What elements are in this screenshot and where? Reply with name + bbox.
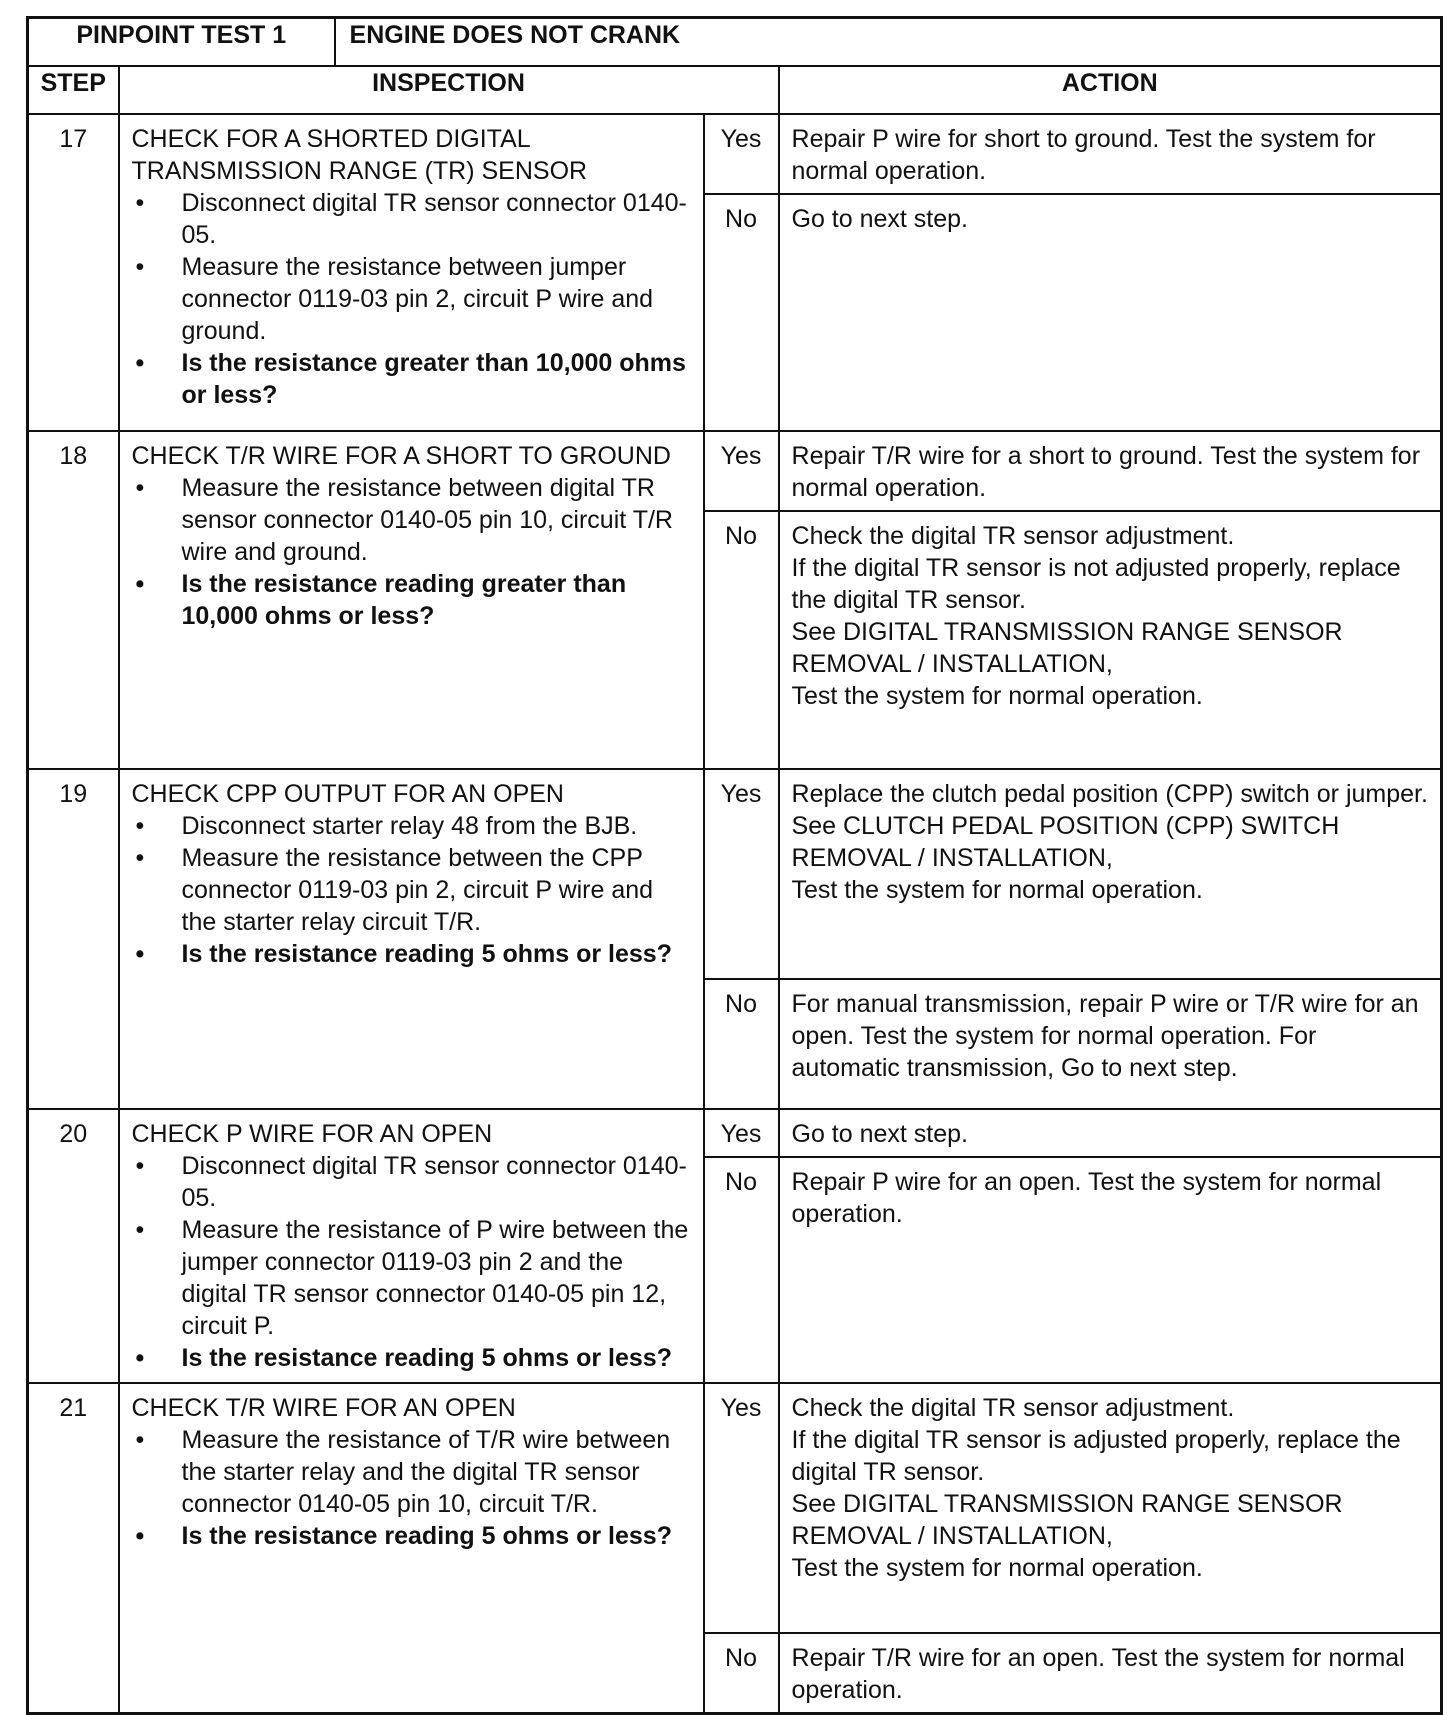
action-text: Repair T/R wire for a short to ground. Test the system for normal operation. <box>791 442 1421 502</box>
yes-label: Yes <box>704 1383 779 1633</box>
step-number: 21 <box>28 1383 119 1714</box>
action-text: For manual transmission, repair P wire or T/R wire for an open. Test the system for normal operation. For automatic transmission, Go to next step. <box>791 990 1419 1082</box>
action-text: If the digital TR sensor is not adjusted properly, replace the digital TR sensor. <box>791 554 1401 614</box>
action-text: See DIGITAL TRANSMISSION RANGE SENSOR REMOVAL / INSTALLATION, <box>791 618 1343 678</box>
no-label: No <box>704 979 779 1109</box>
inspection-question: • Is the resistance reading 5 ohms or less? <box>132 1342 693 1374</box>
step-column-header: STEP <box>28 66 119 114</box>
inspection-bullet: • Disconnect digital TR sensor connector 0140-05. <box>132 187 693 251</box>
yes-label: Yes <box>704 114 779 194</box>
inspection-column-header: INSPECTION <box>119 66 779 114</box>
inspection-bullet: • Measure the resistance between the CPP connector 0119-03 pin 2, circuit P wire and the starter relay circuit T/R. <box>132 842 693 938</box>
inspection-cell <box>119 1109 704 1383</box>
action-text: Repair P wire for short to ground. Test the system for normal operation. <box>791 125 1376 185</box>
no-label: No <box>704 511 779 769</box>
yes-action <box>779 431 1442 511</box>
inspection-steps <box>132 1424 693 1552</box>
no-action <box>779 511 1442 769</box>
yes-label: Yes <box>704 431 779 511</box>
action-text: Repair P wire for an open. Test the system for normal operation. <box>791 1168 1382 1228</box>
step-row-yes <box>28 1383 1442 1633</box>
no-action <box>779 1157 1442 1383</box>
inspection-question: • Is the resistance greater than 10,000 ohms or less? <box>132 347 693 411</box>
inspection-bullet: • Disconnect starter relay 48 from the BJB. <box>132 810 693 842</box>
action-text: See DIGITAL TRANSMISSION RANGE SENSOR REMOVAL / INSTALLATION, <box>791 1490 1343 1550</box>
inspection-steps <box>132 187 693 411</box>
inspection-steps <box>132 472 693 632</box>
test-title: ENGINE DOES NOT CRANK <box>335 18 1442 67</box>
step-row-yes <box>28 431 1442 511</box>
action-text: Check the digital TR sensor adjustment. <box>791 1394 1235 1422</box>
action-text: Replace the clutch pedal position (CPP) switch or jumper. <box>791 780 1428 808</box>
step-number: 17 <box>28 114 119 431</box>
inspection-title: CHECK FOR A SHORTED DIGITAL TRANSMISSION RANGE (TR) SENSOR <box>131 125 588 185</box>
inspection-question: • Is the resistance reading greater than 10,000 ohms or less? <box>132 568 693 632</box>
inspection-bullet: • Measure the resistance between digital TR sensor connector 0140-05 pin 10, circuit T/R wire and ground. <box>132 472 693 568</box>
action-column-header: ACTION <box>779 66 1442 114</box>
pinpoint-test-table <box>26 16 1443 1715</box>
action-text: Go to next step. <box>791 1120 969 1148</box>
no-label: No <box>704 1157 779 1383</box>
column-header-row <box>28 66 1442 114</box>
inspection-steps <box>132 1150 693 1374</box>
inspection-title: CHECK T/R WIRE FOR AN OPEN <box>131 1394 516 1422</box>
inspection-bullet: • Disconnect digital TR sensor connector 0140-05. <box>132 1150 693 1214</box>
yes-action <box>779 1109 1442 1157</box>
action-text: Test the system for normal operation. <box>791 1554 1203 1582</box>
test-header-row <box>28 18 1442 67</box>
inspection-cell <box>119 431 704 769</box>
inspection-title: CHECK P WIRE FOR AN OPEN <box>131 1120 493 1148</box>
step-number: 18 <box>28 431 119 769</box>
yes-label: Yes <box>704 1109 779 1157</box>
yes-action <box>779 1383 1442 1633</box>
no-label: No <box>704 194 779 431</box>
yes-action <box>779 114 1442 194</box>
inspection-title: CHECK T/R WIRE FOR A SHORT TO GROUND <box>131 442 671 470</box>
action-text: Test the system for normal operation. <box>791 682 1203 710</box>
no-action <box>779 1633 1442 1714</box>
step-number: 20 <box>28 1109 119 1383</box>
action-text: See CLUTCH PEDAL POSITION (CPP) SWITCH REMOVAL / INSTALLATION, <box>791 812 1340 872</box>
inspection-cell <box>119 1383 704 1714</box>
step-number: 19 <box>28 769 119 1109</box>
inspection-title: CHECK CPP OUTPUT FOR AN OPEN <box>131 780 564 808</box>
action-text: Check the digital TR sensor adjustment. <box>791 522 1235 550</box>
action-text: If the digital TR sensor is adjusted properly, replace the digital TR sensor. <box>791 1426 1401 1486</box>
inspection-question: • Is the resistance reading 5 ohms or less? <box>132 938 693 970</box>
inspection-bullet: • Measure the resistance of T/R wire between the starter relay and the digital TR sensor connector 0140-05 pin 10, circuit T/R. <box>132 1424 693 1520</box>
test-label: PINPOINT TEST 1 <box>28 18 335 67</box>
inspection-bullet: • Measure the resistance between jumper connector 0119-03 pin 2, circuit P wire and ground. <box>132 251 693 347</box>
action-text: Repair T/R wire for an open. Test the system for normal operation. <box>791 1644 1405 1704</box>
step-row-yes <box>28 1109 1442 1157</box>
step-row-yes <box>28 114 1442 194</box>
yes-label: Yes <box>704 769 779 979</box>
no-action <box>779 979 1442 1109</box>
action-text: Go to next step. <box>791 205 969 233</box>
inspection-cell <box>119 769 704 1109</box>
inspection-bullet: • Measure the resistance of P wire between the jumper connector 0119-03 pin 2 and the digital TR sensor connector 0140-05 pin 12, circuit P. <box>132 1214 693 1342</box>
no-action <box>779 194 1442 431</box>
step-row-yes <box>28 769 1442 979</box>
yes-action <box>779 769 1442 979</box>
inspection-question: • Is the resistance reading 5 ohms or less? <box>132 1520 693 1552</box>
inspection-steps <box>132 810 693 970</box>
action-text: Test the system for normal operation. <box>791 876 1203 904</box>
inspection-cell <box>119 114 704 431</box>
no-label: No <box>704 1633 779 1714</box>
